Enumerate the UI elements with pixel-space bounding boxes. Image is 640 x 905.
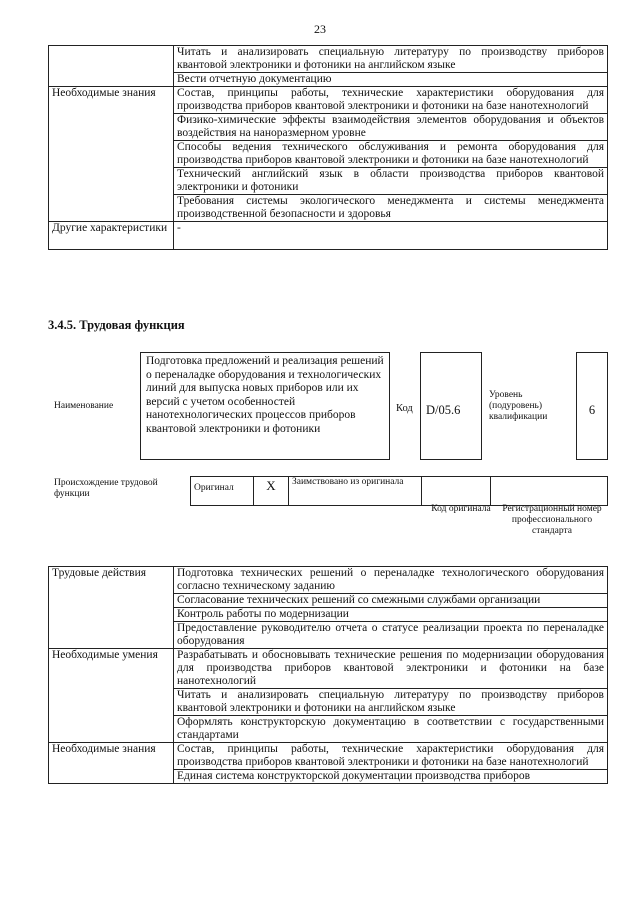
row-label-actions: Трудовые действия [49, 567, 174, 649]
row-label-knowledge: Необходимые знания [49, 87, 174, 222]
borrowed-label: Заимствовано из оригинала [289, 477, 422, 506]
table-cell: Читать и анализировать специальную литературу по производству приборов квантовой электроники и фотоники на английском языке [174, 46, 608, 73]
competency-table-top [48, 45, 608, 250]
code-caption: Код оригинала [431, 504, 491, 514]
function-name: Подготовка предложений и реализация решений о переналадке оборудования и технологических линий для выпуска новых приборов или их версий с учетом особенностей нанотехнологических процессов приборов квантовой электроники и фотоники [140, 352, 390, 460]
origin-table [190, 476, 608, 506]
table-cell: Согласование технических решений со смежными службами организации [174, 594, 608, 608]
section-title: 3.4.5. Трудовая функция [48, 318, 185, 332]
function-level: 6 [576, 352, 608, 460]
row-label-knowledge: Необходимые знания [49, 743, 174, 784]
table-cell: Вести отчетную документацию [174, 73, 608, 87]
table-cell: Оформлять конструкторскую документацию в соответствии с государственными стандартами [174, 716, 608, 743]
table-cell: Подготовка технических решений о переналадке технологического оборудования согласно техническому заданию [174, 567, 608, 594]
origin-label: Происхождение трудовой функции [54, 478, 158, 499]
reg-caption: Регистрационный номер профессионального стандарта [502, 504, 602, 536]
competency-table-bottom [48, 566, 608, 784]
original-label: Оригинал [191, 477, 254, 506]
row-label [49, 46, 174, 87]
page-number: 23 [314, 22, 326, 36]
table-cell: Технический английский язык в области производства приборов квантовой электроники и фотоники [174, 168, 608, 195]
row-label-other: Другие характеристики [49, 222, 174, 250]
original-mark: X [254, 477, 289, 506]
table-cell: Предоставление руководителю отчета о статусе реализации проекта по переналадке оборудования [174, 622, 608, 649]
row-label-skills: Необходимые умения [49, 649, 174, 743]
table-cell: Читать и анализировать специальную литературу по производству приборов квантовой электроники и фотоники на английском языке [174, 689, 608, 716]
level-label: Уровень (подуровень) квалификации [489, 390, 548, 422]
table-cell: Требования системы экологического менеджмента и системы менеджмента производственной безопасности и здоровья [174, 195, 608, 222]
table-cell: Единая система конструкторской документации производства приборов [174, 770, 608, 784]
code-original-cell [422, 477, 491, 506]
function-code: D/05.6 [420, 352, 482, 460]
table-cell: Физико-химические эффекты взаимодействия элементов оборудования и объектов воздействия на наноразмерном уровне [174, 114, 608, 141]
reg-number-cell [491, 477, 608, 506]
table-cell: Контроль работы по модернизации [174, 608, 608, 622]
table-cell: Способы ведения технического обслуживания и ремонта оборудования для производства приборов квантовой электроники и фотоники на базе нанотехнологий [174, 141, 608, 168]
table-cell: - [174, 222, 608, 250]
table-cell: Состав, принципы работы, технические характеристики оборудования для производства приборов квантовой электроники и фотоники на базе нанотехнологий [174, 87, 608, 114]
name-label: Наименование [54, 401, 114, 411]
code-label: Код [396, 403, 413, 414]
table-cell: Разрабатывать и обосновывать технические решения по модернизации оборудования для производства приборов квантовой электроники и фотоники на базе нанотехнологий [174, 649, 608, 689]
table-cell: Состав, принципы работы, технические характеристики оборудования для производства приборов квантовой электроники и фотоники на базе нанотехнологий [174, 743, 608, 770]
